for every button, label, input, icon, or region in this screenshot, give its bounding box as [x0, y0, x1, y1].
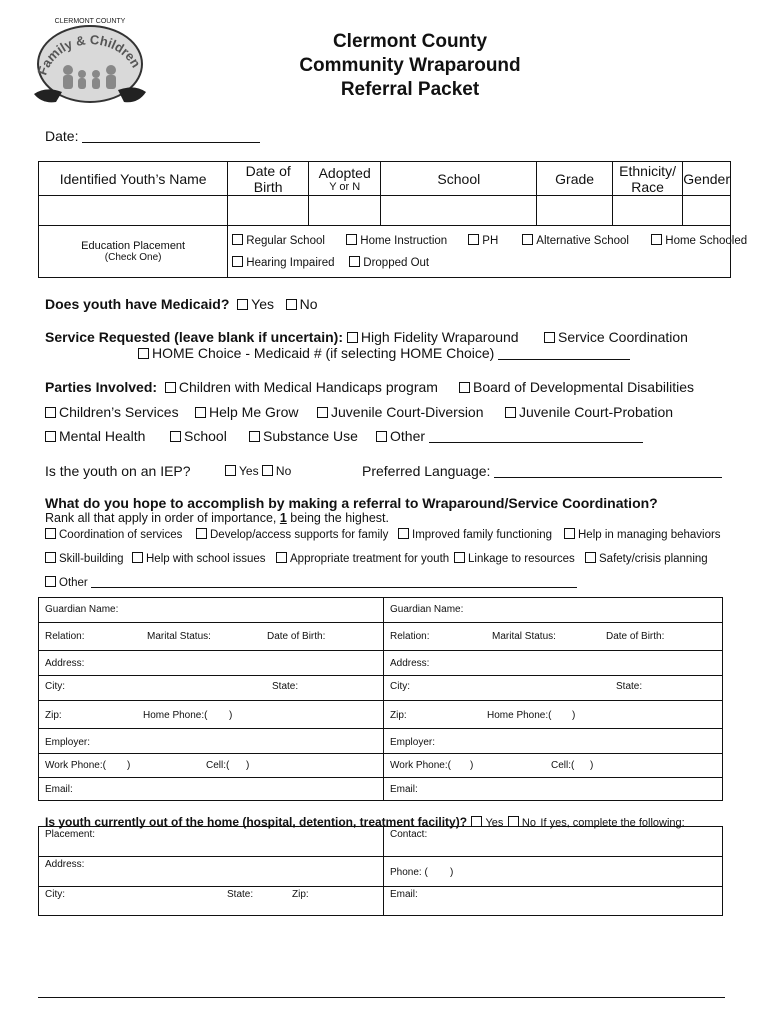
checkbox-icon[interactable] [346, 234, 357, 245]
iep-yes: Yes [239, 464, 259, 478]
family-logo-icon [26, 14, 154, 106]
date-label: Date: [45, 128, 79, 144]
title-line-2: Community Wraparound [299, 55, 521, 76]
goals-rank-pre: Rank all that apply in order of importance, [45, 511, 280, 525]
goal-family: Improved family functioning [412, 529, 552, 541]
contact-label: Contact: [390, 829, 428, 840]
guardian2-city-row[interactable] [384, 676, 723, 701]
goal-skill: Skill-building [59, 553, 124, 565]
guardian2-zip-row[interactable] [384, 701, 723, 729]
date-row [45, 128, 260, 144]
checkbox-icon[interactable] [45, 576, 56, 587]
goal-other-field[interactable] [91, 575, 577, 588]
education-sub: (Check One) [104, 252, 162, 263]
col-gender-label: Gender [683, 170, 730, 187]
guardian1-email[interactable] [39, 778, 384, 801]
guardian1-name[interactable] [39, 598, 384, 623]
goal-treatment: Appropriate treatment for youth [290, 553, 450, 565]
youth-dob-field[interactable] [228, 196, 309, 226]
checkbox-icon[interactable] [544, 332, 555, 343]
checkbox-icon[interactable] [45, 528, 56, 539]
guardian1-zip-row[interactable] [39, 701, 384, 729]
goals-rank-num: 1 [279, 511, 287, 525]
checkbox-icon[interactable] [249, 431, 260, 442]
edu-home-schooled[interactable] [651, 234, 747, 247]
placement-phone-label: Phone: ( [390, 867, 428, 878]
col-adopted-sub: Y or N [329, 180, 361, 193]
goal-6 [132, 552, 266, 565]
checkbox-icon[interactable] [232, 234, 243, 245]
goal-supports: Develop/access supports for family [210, 529, 389, 541]
edu-ph-label: PH [482, 235, 499, 247]
iep-no: No [275, 464, 292, 478]
checkbox-icon[interactable] [347, 332, 358, 343]
parties-row-3b [170, 428, 227, 444]
guardian2-address-label: Address: [390, 658, 430, 669]
checkbox-icon[interactable] [349, 256, 360, 267]
party-cmh: Children with Medical Handicaps program [178, 379, 438, 395]
guardian2-relation-row[interactable] [384, 623, 723, 651]
col-name [39, 162, 228, 196]
footer-divider [38, 997, 725, 998]
edu-dropped-out-label: Dropped Out [363, 257, 430, 269]
guardian2-home-paren: ) [572, 710, 576, 721]
guardian2-work-phone: Work Phone:( [390, 760, 451, 771]
guardian2-zip: Zip: [390, 710, 407, 721]
service-row-2 [138, 345, 630, 361]
guardian2-employer[interactable] [384, 729, 723, 754]
placement-label: Placement: [45, 829, 96, 840]
language-label: Preferred Language: [362, 463, 491, 479]
checkbox-icon[interactable] [505, 407, 516, 418]
goal-coordination: Coordination of services [59, 529, 183, 541]
col-grade [537, 162, 612, 196]
guardian2-cell: Cell:( [551, 760, 575, 771]
guardian1-phone-row[interactable] [39, 754, 384, 778]
iep-question: Is the youth on an IEP? [45, 463, 191, 479]
youth-ethnicity-field[interactable] [612, 196, 682, 226]
guardian2-email[interactable] [384, 778, 723, 801]
edu-home-instruction[interactable] [346, 234, 447, 247]
placement-yes: Yes [485, 817, 504, 829]
goal-1 [45, 528, 182, 541]
youth-school-field[interactable] [381, 196, 537, 226]
service-label: Service Requested (leave blank if uncertain): [45, 329, 343, 345]
guardian2-email-label: Email: [390, 784, 418, 795]
medicaid-number-field[interactable] [498, 347, 630, 360]
parties-row-2d [505, 404, 673, 420]
goal-school: Help with school issues [146, 553, 266, 565]
goal-behaviors: Help in managing behaviors [578, 529, 721, 541]
guardian1-address-label: Address: [45, 658, 85, 669]
youth-gender-field[interactable] [683, 196, 731, 226]
checkbox-icon[interactable] [276, 552, 287, 563]
education-label: Education Placement [81, 240, 186, 252]
date-field[interactable] [82, 130, 260, 143]
goal-9 [585, 552, 708, 565]
county-logo [26, 14, 154, 106]
edu-regular[interactable] [232, 234, 325, 247]
medicaid-row [45, 296, 318, 312]
checkbox-icon[interactable] [376, 431, 387, 442]
guardian2-employer-label: Employer: [390, 737, 436, 748]
party-school: School [184, 428, 227, 444]
checkbox-icon[interactable] [468, 234, 479, 245]
party-childrens-services: Children’s Services [59, 404, 179, 420]
placement-state: State: [227, 889, 254, 900]
parties-row-1 [45, 379, 438, 395]
iep-checks [225, 464, 291, 478]
checkbox-icon[interactable] [651, 234, 662, 245]
parties-row-2b [195, 404, 298, 420]
service-row-1 [45, 329, 519, 345]
checkbox-icon[interactable] [170, 431, 181, 442]
col-dob [228, 162, 309, 196]
placement-if-yes: If yes, complete the following: [540, 817, 685, 829]
checkbox-icon[interactable] [196, 528, 207, 539]
guardian2-name-label: Guardian Name: [390, 604, 464, 615]
guardian1-employer[interactable] [39, 729, 384, 754]
guardian1-address[interactable] [39, 651, 384, 676]
parties-row-3d [376, 428, 643, 444]
goal-linkage: Linkage to resources [468, 553, 575, 565]
placement-address-field[interactable] [39, 857, 384, 887]
guardian1-city-row[interactable] [39, 676, 384, 701]
edu-hearing[interactable] [232, 256, 334, 269]
guardian1-cell: Cell:( [206, 760, 230, 771]
youth-table [38, 161, 748, 278]
col-gender [683, 162, 731, 196]
placement-question: Is youth currently out of the home (hospital, detention, treatment facility)? [45, 815, 468, 829]
guardian1-name-label: Guardian Name: [45, 604, 119, 615]
guardian2-name[interactable] [384, 598, 723, 623]
party-jc-diversion: Juvenile Court-Diversion [331, 404, 484, 420]
checkbox-icon[interactable] [398, 528, 409, 539]
education-placement-label [39, 226, 228, 278]
edu-ph[interactable] [468, 234, 498, 247]
checkbox-icon[interactable] [195, 407, 206, 418]
col-name-label: Identified Youth’s Name [59, 170, 207, 187]
guardian1-relation: Relation: [45, 631, 85, 642]
placement-address-label: Address: [45, 859, 85, 870]
goal-3 [398, 528, 552, 541]
placement-phone-paren: ) [450, 867, 454, 878]
guardian1-cell-paren: ) [246, 760, 250, 771]
placement-email-label: Email: [390, 889, 418, 900]
checkbox-icon[interactable] [138, 348, 149, 359]
col-school-label: School [437, 170, 481, 187]
edu-alternative[interactable] [522, 234, 629, 247]
goal-7 [276, 552, 449, 565]
guardian2-relation: Relation: [390, 631, 430, 642]
checkbox-icon[interactable] [262, 465, 273, 476]
page-title [260, 30, 560, 102]
goals-rank-post: being the highest. [286, 511, 389, 525]
goal-4 [564, 528, 721, 541]
guardian2-state: State: [616, 681, 643, 692]
title-line-3: Referral Packet [340, 79, 480, 100]
placement-city-row[interactable] [39, 887, 384, 916]
guardian2-city: City: [390, 681, 410, 692]
medicaid-no: No [299, 296, 318, 312]
col-dob-label-1: Date of [245, 162, 291, 179]
service-opt-home-choice: HOME Choice - Medicaid # (if selecting HOME Choice) [152, 345, 495, 361]
guardian1-zip: Zip: [45, 710, 62, 721]
guardian1-state: State: [272, 681, 299, 692]
checkbox-icon[interactable] [454, 552, 465, 563]
medicaid-yes: Yes [251, 296, 274, 312]
checkbox-icon[interactable] [564, 528, 575, 539]
guardian1-work-paren: ) [127, 760, 131, 771]
service-opt-coordination: Service Coordination [558, 329, 688, 345]
col-adopted-label: Adopted [318, 164, 371, 181]
party-substance-use: Substance Use [263, 428, 358, 444]
checkbox-icon[interactable] [459, 382, 470, 393]
guardian1-employer-label: Employer: [45, 737, 91, 748]
party-bdd-row [459, 379, 694, 395]
guardian2-cell-paren: ) [590, 760, 594, 771]
goal-other-row [45, 575, 577, 589]
medicaid-question: Does youth have Medicaid? [45, 296, 230, 312]
parties-row-2a [45, 404, 179, 420]
edu-alternative-label: Alternative School [536, 235, 629, 247]
guardian1-email-label: Email: [45, 784, 73, 795]
guardian1-dob: Date of Birth: [267, 631, 326, 642]
goals-question: What do you hope to accomplish by making a referral to Wraparound/Service Coordination? [45, 495, 658, 511]
guardian1-home-paren: ) [229, 710, 233, 721]
checkbox-icon[interactable] [45, 552, 56, 563]
checkbox-icon[interactable] [237, 299, 248, 310]
checkbox-icon[interactable] [45, 407, 56, 418]
edu-dropped-out[interactable] [349, 256, 429, 269]
logo-top-text: CLERMONT COUNTY [54, 18, 126, 25]
language-row [362, 463, 722, 479]
checkbox-icon[interactable] [132, 552, 143, 563]
placement-zip: Zip: [292, 889, 309, 900]
guardian2-marital: Marital Status: [492, 631, 556, 642]
party-mental-health: Mental Health [59, 428, 146, 444]
edu-home-schooled-label: Home Schooled [665, 235, 748, 247]
youth-grade-field[interactable] [537, 196, 612, 226]
goal-safety: Safety/crisis planning [599, 553, 708, 565]
parties-row-3a [45, 428, 145, 444]
placement-city: City: [45, 889, 65, 900]
goal-2 [196, 528, 388, 541]
checkbox-icon[interactable] [585, 552, 596, 563]
guardian1-relation-row[interactable] [39, 623, 384, 651]
col-grade-label: Grade [555, 170, 595, 187]
guardian1-home-phone: Home Phone:( [143, 710, 208, 721]
col-dob-label-2: Birth [253, 178, 283, 195]
col-ethnicity-label-1: Ethnicity/ [619, 162, 676, 179]
parties-row-3c [249, 428, 358, 444]
guardian2-phone-row[interactable] [384, 754, 723, 778]
col-school [381, 162, 537, 196]
checkbox-icon[interactable] [165, 382, 176, 393]
placement-field[interactable] [39, 827, 384, 857]
party-bdd: Board of Developmental Disabilities [473, 379, 694, 395]
goals-rank [45, 511, 389, 525]
checkbox-icon[interactable] [317, 407, 328, 418]
iep-row [45, 463, 191, 479]
checkbox-icon[interactable] [522, 234, 533, 245]
checkbox-icon[interactable] [225, 465, 236, 476]
guardian-table [38, 597, 723, 801]
guardian1-city: City: [45, 681, 65, 692]
goal-5 [45, 552, 124, 565]
checkbox-icon[interactable] [286, 299, 297, 310]
logo-arc-text: Family & Children [34, 32, 144, 77]
col-ethnicity [612, 162, 682, 196]
checkbox-icon[interactable] [45, 431, 56, 442]
placement-no: No [521, 817, 536, 829]
goal-8 [454, 552, 575, 565]
placement-table [38, 826, 723, 916]
party-jc-probation: Juvenile Court-Probation [519, 404, 674, 420]
title-line-1: Clermont County [332, 31, 488, 52]
col-adopted [309, 162, 381, 196]
guardian2-dob: Date of Birth: [606, 631, 665, 642]
party-help-me-grow: Help Me Grow [209, 404, 299, 420]
edu-regular-label: Regular School [246, 235, 325, 247]
education-options [228, 226, 748, 278]
guardian2-work-paren: ) [470, 760, 474, 771]
service-opt-high-fidelity: High Fidelity Wraparound [360, 329, 519, 345]
contact-field[interactable] [384, 827, 723, 857]
party-other: Other [390, 428, 426, 444]
checkbox-icon[interactable] [232, 256, 243, 267]
guardian1-work-phone: Work Phone:( [45, 760, 106, 771]
language-field[interactable] [494, 465, 722, 478]
guardian2-address[interactable] [384, 651, 723, 676]
parties-label: Parties Involved: [45, 379, 158, 395]
guardian1-marital: Marital Status: [147, 631, 211, 642]
youth-name-field[interactable] [39, 196, 228, 226]
goal-other: Other [59, 577, 88, 589]
col-ethnicity-label-2: Race [631, 178, 664, 195]
youth-adopted-field[interactable] [309, 196, 381, 226]
placement-phone-field[interactable] [384, 857, 723, 887]
party-other-field[interactable] [429, 430, 643, 443]
guardian2-home-phone: Home Phone:( [487, 710, 552, 721]
placement-email-field[interactable] [384, 887, 723, 916]
service-coordination [544, 329, 688, 345]
parties-row-2c [317, 404, 484, 420]
edu-hearing-label: Hearing Impaired [246, 257, 335, 269]
edu-home-instruction-label: Home Instruction [360, 235, 448, 247]
